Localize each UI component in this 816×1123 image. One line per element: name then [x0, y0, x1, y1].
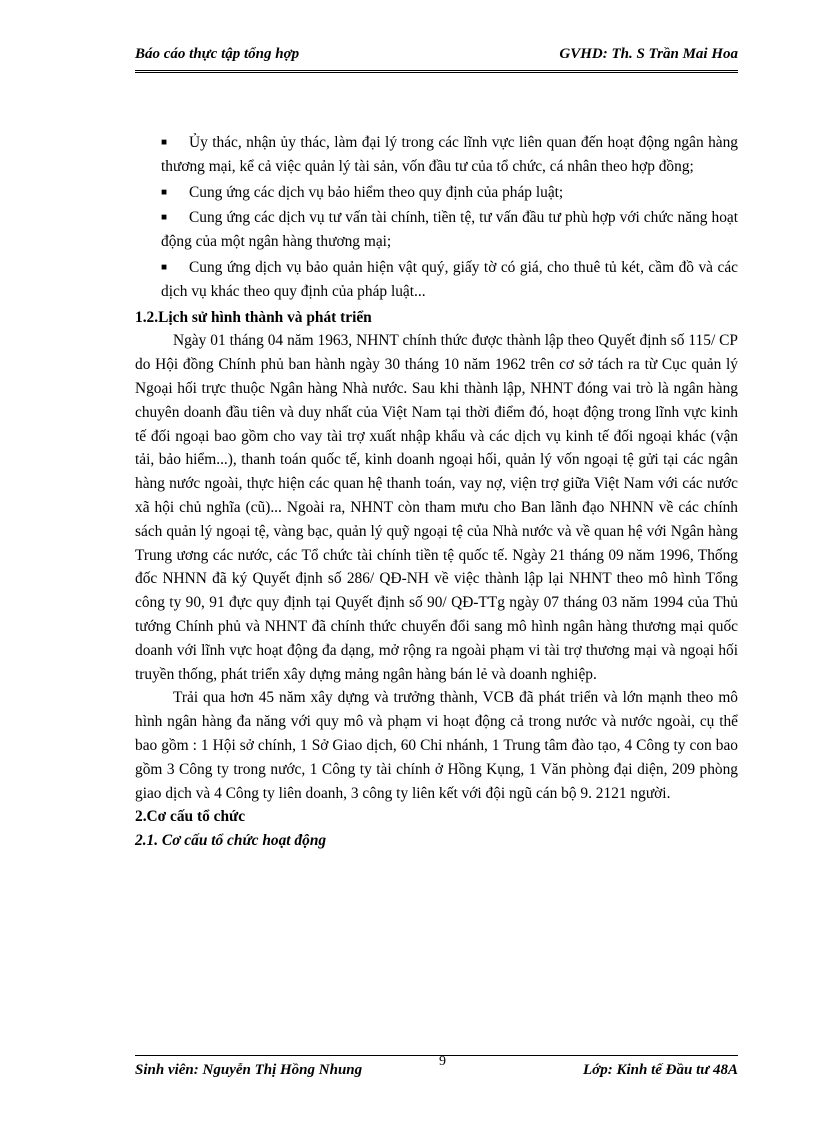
bullet-item — [135, 206, 738, 254]
bullet-item — [135, 181, 738, 205]
header-report-title: Báo cáo thực tập tổng hợp — [135, 46, 300, 62]
bullet-square-icon: ■ — [161, 212, 168, 224]
bullet-item — [135, 131, 738, 179]
header-supervisor: GVHD: Th. S Trần Mai Hoa — [559, 46, 738, 62]
bullet-text: Cung ứng các dịch vụ bảo hiểm theo quy định của pháp luật; — [189, 183, 564, 201]
bullet-square-icon: ■ — [161, 137, 168, 148]
page-header — [135, 44, 738, 73]
page-content — [135, 131, 738, 853]
page-number: 9 — [439, 1054, 446, 1069]
bullet-square-icon: ■ — [161, 186, 168, 198]
page-footer — [135, 1055, 738, 1082]
history-paragraph: Ngày 01 tháng 04 năm 1963, NHNT chính thức được thành lập theo Quyết định số 115/ CP do Hội đồng Chính phủ ban hành ngày 30 tháng 10 năm 1962 trên cơ sở tách ra từ Cục quản lý Ngoại hối trực thuộc Ngân hàng Nhà nước. Sau khi thành lập, NHNT đóng vai trò là ngân hàng chuyên doanh đầu tiên và duy nhất của Việt Nam tại thời điểm đó, hoạt động trong lĩnh vực kinh tế đối ngoại bao gồm cho vay tài trợ xuất nhập khẩu và các dịch vụ kinh tế đối ngoại khác (vận tải, bảo hiểm...), thanh toán quốc tế, kinh doanh ngoại hối, quản lý vốn ngoại tệ gửi tại các ngân hàng nước ngoài, thực hiện các quan hệ thanh toán, vay nợ, viện trợ giữa Việt Nam với các nước xã hội chủ nghĩa (cũ)... Ngoài ra, NHNT còn tham mưu cho Ban lãnh đạo NHNN về các chính sách quản lý ngoại tệ, vàng bạc, quản lý quỹ ngoại tệ của Nhà nước và về quan hệ với Ngân hàng Trung ương các nước, các Tổ chức tài chính tiền tệ quốc tế. Ngày 21 tháng 09 năm 1996, Thống đốc NHNN đã ký Quyết định số 286/ QĐ-NH về việc thành lập lại NHNT theo mô hình Tổng công ty 90, 91 đực quy định tại Quyết định số 90/ QĐ-TTg ngày 07 tháng 03 năm 1994 của Thủ tướng Chính phủ và NHNT đã chính thức chuyển đổi sang mô hình ngân hàng thương mại quốc doanh với lĩnh vực hoạt động đa dạng, mở rộng ra ngoài phạm vi tài trợ thương mại và ngoại hối truyền thống, phát triển xây dựng mảng ngân hàng bán lẻ và doanh nghiệp. — [135, 332, 738, 683]
section-heading-history: 1.2.Lịch sử hình thành và phát triển — [135, 308, 372, 326]
bullet-square-icon: ■ — [161, 261, 168, 273]
bullet-text: Cung ứng dịch vụ bảo quản hiện vật quý, giấy tờ có giá, cho thuê tủ két, cầm đồ và các dịch vụ khác theo quy định của pháp luật... — [161, 258, 738, 300]
bullet-text: Cung ứng các dịch vụ tư vấn tài chính, tiền tệ, tư vấn đầu tư phù hợp với chức năng hoạt động của một ngân hàng thương mại; — [161, 209, 738, 251]
growth-paragraph: Trải qua hơn 45 năm xây dựng và trưởng thành, VCB đã phát triển và lớn mạnh theo mô hình ngân hàng đa năng với quy mô và phạm vi hoạt động cả trong nước và nước ngoài, cụ thể bao gồm : 1 Hội sở chính, 1 Sở Giao dịch, 60 Chi nhánh, 1 Trung tâm đào tạo, 4 Công ty con bao gồm 3 Công ty trong nước, 1 Công ty tài chính ở Hồng Kụng, 1 Văn phòng đại diện, 209 phòng giao dịch và 4 Công ty liên doanh, 3 công ty liên kết với đội ngũ cán bộ 9. 2121 người. — [135, 689, 738, 802]
footer-student-name: Sinh viên: Nguyễn Thị Hồng Nhung — [135, 1062, 363, 1078]
bullet-item — [135, 256, 738, 304]
bullet-text: Ủy thác, nhận ủy thác, làm đại lý trong các lĩnh vực liên quan đến hoạt động ngân hàng thương mại, kể cả việc quản lý tài sản, vốn đầu tư của tổ chức, cá nhân theo hợp đồng; — [161, 134, 738, 175]
footer-class-name: Lớp: Kinh tế Đầu tư 48A — [583, 1062, 738, 1078]
subsection-heading-structure: 2.1. Cơ cấu tổ chức hoạt động — [135, 832, 327, 850]
section-heading-structure: 2.Cơ cấu tổ chức — [135, 808, 246, 826]
